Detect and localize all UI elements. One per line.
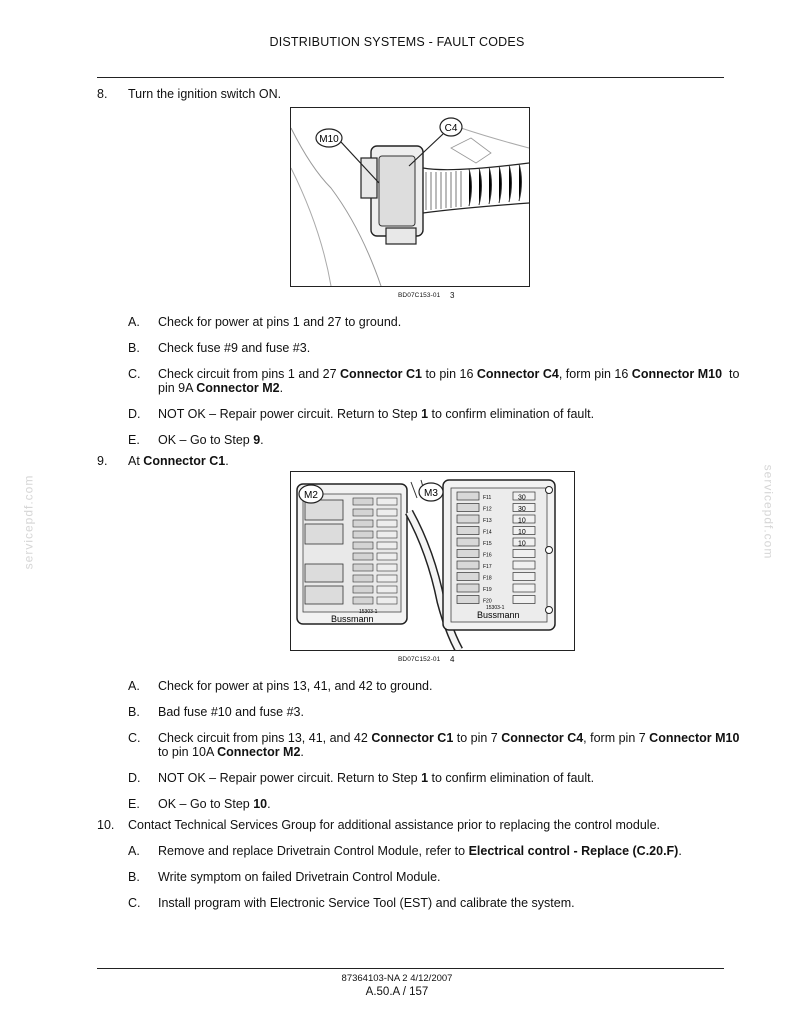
- fuse-slot: [353, 498, 373, 505]
- fuse-slot-left: [457, 515, 479, 523]
- callout-c4: C4: [444, 123, 458, 134]
- step-9-item-e-text: OK – Go to Step 10.: [158, 797, 271, 811]
- fuse-slot-left: [457, 584, 479, 592]
- step-9-item-b-letter: B.: [128, 705, 140, 719]
- fuse-slot: [377, 575, 397, 582]
- cross-reference-link[interactable]: Electrical control - Replace (C.20.F): [468, 844, 679, 858]
- fuse-slot: [377, 564, 397, 571]
- footer-rule: [97, 968, 724, 969]
- part-number-left: 15303-1: [359, 609, 378, 615]
- fuse-slot: [377, 531, 397, 538]
- figure-3-caption: BD07C153-01: [398, 292, 441, 299]
- fuse-rating: 10: [518, 540, 526, 548]
- step-8-text: Turn the ignition switch ON.: [128, 87, 282, 101]
- figure-fuse-boxes-m2-m3: [290, 471, 575, 651]
- connector-photo-illustration: [291, 108, 529, 286]
- fuse-label: F13: [483, 518, 492, 524]
- fuse-slot: [377, 498, 397, 505]
- fuse-rating: 30: [518, 494, 526, 502]
- fuse-slot-left: [457, 504, 479, 512]
- step-9-item-d-text: NOT OK – Repair power circuit. Return to Step 1 to confirm elimination of fault.: [158, 771, 595, 785]
- step-9-item-a-text: Check for power at pins 13, 41, and 42 to ground.: [158, 679, 433, 693]
- step-9-item-c-line1: Check circuit from pins 13, 41, and 42 Connector C1 to pin 7 Connector C4, form pin 7 Connector M10: [158, 731, 740, 745]
- fuse-rating: 10: [518, 529, 526, 536]
- step-8-number: 8.: [97, 87, 108, 101]
- page-header: DISTRIBUTION SYSTEMS - FAULT CODES: [269, 35, 525, 49]
- step-8-item-a-text: Check for power at pins 1 and 27 to ground.: [158, 315, 402, 329]
- step-8-item-e-letter: E.: [128, 433, 140, 447]
- step-8-item-d-text: NOT OK – Repair power circuit. Return to Step 1 to confirm elimination of fault.: [158, 407, 595, 421]
- callout-m10: M10: [319, 134, 339, 145]
- fuse-slot-right: [513, 573, 535, 581]
- step-8-item-a-letter: A.: [128, 315, 140, 329]
- fuse-label: F15: [483, 541, 492, 547]
- step-9-item-b-text: Bad fuse #10 and fuse #3.: [158, 705, 304, 719]
- step-10-item-a-text: Remove and replace Drivetrain Control Module, refer to Electrical control - Replace (C.20.F).: [158, 844, 682, 858]
- step-9-item-c-line2: to pin 10A Connector M2.: [158, 745, 304, 759]
- step-8-item-b-text: Check fuse #9 and fuse #3.: [158, 341, 311, 355]
- fuse-slot-left: [457, 550, 479, 558]
- step-10-item-b-text: Write symptom on failed Drivetrain Control Module.: [158, 870, 441, 884]
- step-9-item-d-letter: D.: [128, 771, 141, 785]
- brand-label-right: Bussmann: [477, 610, 520, 620]
- step-9-number: 9.: [97, 454, 108, 468]
- fuse-slot: [353, 564, 373, 571]
- footer-page-number: A.50.A / 157: [365, 986, 429, 998]
- fuse-slot: [353, 509, 373, 516]
- fuse-slot-left: [457, 561, 479, 569]
- step-10-item-c-letter: C.: [128, 896, 141, 910]
- fuse-slot: [353, 520, 373, 527]
- step-9-item-e-letter: E.: [128, 797, 140, 811]
- footer-doc-reference: 87364103-NA 2 4/12/2007: [341, 973, 453, 984]
- step-9-text: At Connector C1.: [128, 454, 229, 468]
- fuse-slot-left: [457, 573, 479, 581]
- step-10-item-c-text: Install program with Electronic Service Tool (EST) and calibrate the system.: [158, 896, 575, 910]
- step-8-item-c-letter: C.: [128, 367, 141, 381]
- callout-m3: M3: [424, 488, 438, 499]
- step-8-item-b-letter: B.: [128, 341, 140, 355]
- step-10-text: Contact Technical Services Group for additional assistance prior to replacing the control module.: [128, 818, 660, 832]
- fuse-slot: [353, 531, 373, 538]
- fuse-slot-left: [457, 596, 479, 604]
- step-10-number: 10.: [97, 818, 115, 832]
- figure-3-number: 3: [450, 291, 455, 300]
- watermark-left: servicepdf.com: [21, 474, 36, 570]
- part-number-right: 15303-1: [486, 605, 505, 611]
- fuse-slot-right: [513, 584, 535, 592]
- fuse-slot-right: [513, 596, 535, 604]
- fuse-slot: [377, 520, 397, 527]
- step-8-item-e-text: OK – Go to Step 9.: [158, 433, 264, 447]
- step-9-item-a-letter: A.: [128, 679, 140, 693]
- fuse-slot: [377, 509, 397, 516]
- fuse-slot: [377, 597, 397, 604]
- fuse-slot: [377, 553, 397, 560]
- step-9-item-c-letter: C.: [128, 731, 141, 745]
- fuse-label: F12: [483, 506, 492, 513]
- fuse-slot: [377, 586, 397, 593]
- fuse-label: F19: [483, 587, 492, 593]
- figure-connector-m10-c4: [290, 107, 530, 287]
- fuse-rating: 30: [518, 506, 526, 513]
- fuse-slot: [353, 586, 373, 593]
- fuse-label: F11: [483, 495, 492, 501]
- step-8-item-c-line1: Check circuit from pins 1 and 27 Connector C1 to pin 16 Connector C4, form pin 16 Connector M10 to: [158, 367, 740, 381]
- fuse-box-illustration: [291, 472, 574, 650]
- fuse-slot-right: [513, 550, 535, 558]
- step-8-item-c-line2: pin 9A Connector M2.: [158, 381, 284, 395]
- watermark-right: servicepdf.com: [761, 464, 776, 560]
- step-10-item-b-letter: B.: [128, 870, 140, 884]
- fuse-slot-right: [513, 561, 535, 569]
- fuse-label: F17: [483, 564, 492, 570]
- fuse-slot: [353, 575, 373, 582]
- fuse-slot-left: [457, 527, 479, 535]
- fuse-slot: [377, 542, 397, 549]
- fuse-label: F16: [483, 552, 492, 559]
- figure-4-caption: BD07C152-01: [398, 656, 441, 663]
- fuse-slot: [353, 597, 373, 604]
- step-10-item-a-letter: A.: [128, 844, 140, 858]
- figure-4-number: 4: [450, 655, 455, 664]
- header-rule: [97, 77, 724, 78]
- brand-label-left: Bussmann: [331, 614, 374, 624]
- fuse-label: F18: [483, 575, 492, 582]
- fuse-label: F20: [483, 598, 492, 605]
- step-8-item-d-letter: D.: [128, 407, 141, 421]
- callout-m2: M2: [304, 490, 318, 501]
- fuse-label: F14: [483, 529, 492, 536]
- fuse-slot: [353, 553, 373, 560]
- fuse-slot: [353, 542, 373, 549]
- fuse-slot-left: [457, 492, 479, 500]
- fuse-slot-left: [457, 538, 479, 546]
- fuse-rating: 10: [518, 517, 526, 525]
